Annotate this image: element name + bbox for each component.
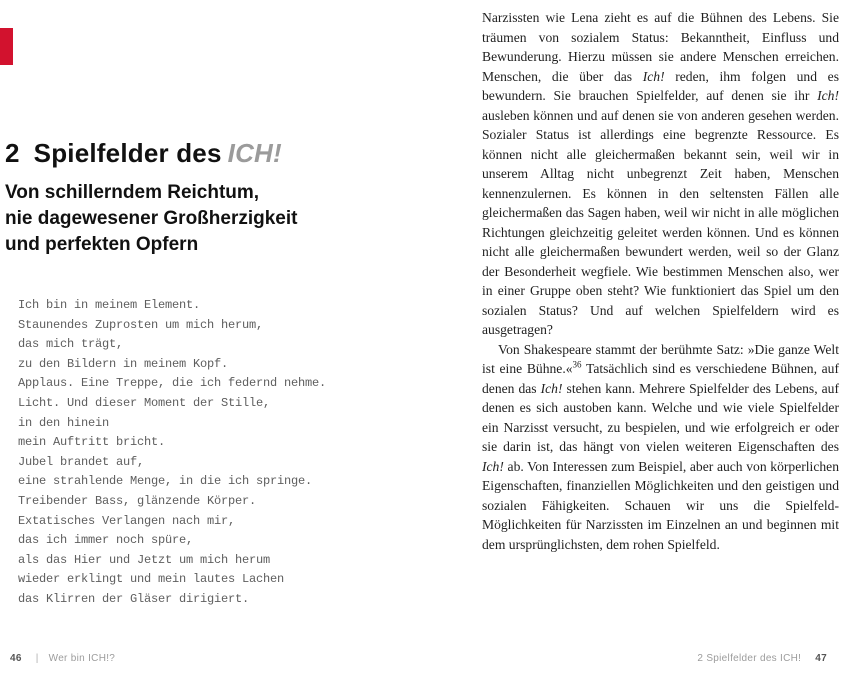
poem-line: als das Hier und Jetzt um mich herum [18, 552, 271, 567]
chapter-number: 2 [5, 138, 20, 168]
left-page [5, 0, 425, 680]
poem-line: Extatisches Verlangen nach mir, [18, 513, 236, 528]
chapter-subtitle-line: und perfekten Opfern [5, 234, 199, 255]
chapter-title-accent: ICH! [227, 138, 282, 168]
chapter-heading [5, 138, 282, 169]
poem-line: eine strahlende Menge, in die ich springe. [18, 474, 313, 489]
poem-line: in den hinein [18, 415, 110, 430]
running-head-right: 2 Spielfelder des ICH! [697, 653, 802, 664]
footer-separator: | [35, 653, 39, 664]
body-paragraph: Narzissten wie Lena zieht es auf die Bühnen des Lebens. Sie träumen von sozialem Status: Bekanntheit, Einfluss und Bewunderung. Hierzu müssen sie andere Menschen erreichen. Menschen, die über das Ich! reden, ihm folgen und es bewundern. Sie brauchen Spielfelder, auf denen sie ihr Ich! ausleben können und auf denen sie von anderen gesehen werden. Sozialer Status ist allerdings eine begrenzte Ressource. Es können nicht alle gleichermaßen bekannt sein, weil wir in unserem Alltag nicht unbegrenzt Zeit haben, Menschen kennenzulernen. Es können in den seltensten Fällen alle gleichermaßen das Sagen haben, weil wir nicht in alle möglichen Richtungen gleichzeitig geleitet werden können. Und es können nicht alle gleichermaßen bewundert werden, weil so der Glanz der Besonderheit wegfiele. Wie bestimmen Menschen also, wer in einer Gruppe oben steht? Wie funktioniert das Spiel um den sozialen Status? Und auf welchen Spielfeldern wird es ausgetragen? [482, 10, 839, 337]
chapter-subtitle-line: nie dagewesener Großherzigkeit [5, 208, 298, 229]
chapter-subtitle-line: Von schillerndem Reichtum, [5, 182, 260, 203]
poem-line: mein Auftritt bricht. [18, 435, 166, 450]
poem-line: Jubel brandet auf, [18, 454, 145, 469]
poem-line: Treibender Bass, glänzende Körper. [18, 493, 257, 508]
chapter-subtitle [5, 180, 297, 258]
right-page [482, 0, 839, 680]
poem-line: wieder erklingt und mein lautes Lachen [18, 572, 285, 587]
page-number-left: 46 [10, 653, 22, 664]
poem-line: Applaus. Eine Treppe, die ich federnd nehme. [18, 376, 327, 391]
poem-line: zu den Bildern in meinem Kopf. [18, 356, 229, 371]
running-head-left: Wer bin ICH!? [48, 653, 116, 664]
poem-line: das mich trägt, [18, 337, 124, 352]
body-paragraph: Von Shakespeare stammt der berühmte Satz: »Die ganze Welt ist eine Bühne.«$^{36}$ Tatsächlich sind es verschiedene Bühnen, auf denen das Ich! stehen kann. Mehrere Spielfelder des Lebens, auf denen es sich austoben kann. Welche und wie viele Spielfelder ein Narzisst versucht, zu bespielen, und wie erfolgreich er oder sie darin ist, das hängt von vielen weiteren Eigenschaften des Ich! ab. Von Interessen zum Beispiel, aber auch von körperlichen Eigenschaften, finanziellen Möglichkeiten und den geistigen und sozialen Fähigkeiten. Schauen wir uns die Spielfeld-Möglichkeiten für Narzissten im Einzelnen an und beginnen mit dem ursprünglichsten, dem rohen Spielfeld. [482, 341, 840, 552]
footer-left [10, 653, 115, 664]
chapter-title: Spielfelder des [33, 138, 222, 168]
poem [18, 296, 326, 610]
poem-line: Staunendes Zuprosten um mich herum, [18, 317, 264, 332]
footer-right [697, 653, 827, 664]
poem-line: das Klirren der Gläser dirigiert. [18, 591, 250, 606]
poem-line: Ich bin in meinem Element. [18, 298, 201, 312]
poem-line: Licht. Und dieser Moment der Stille, [18, 395, 271, 410]
body-text [482, 8, 839, 554]
poem-line: das ich immer noch spüre, [18, 533, 194, 548]
page-number-right: 47 [815, 653, 827, 664]
